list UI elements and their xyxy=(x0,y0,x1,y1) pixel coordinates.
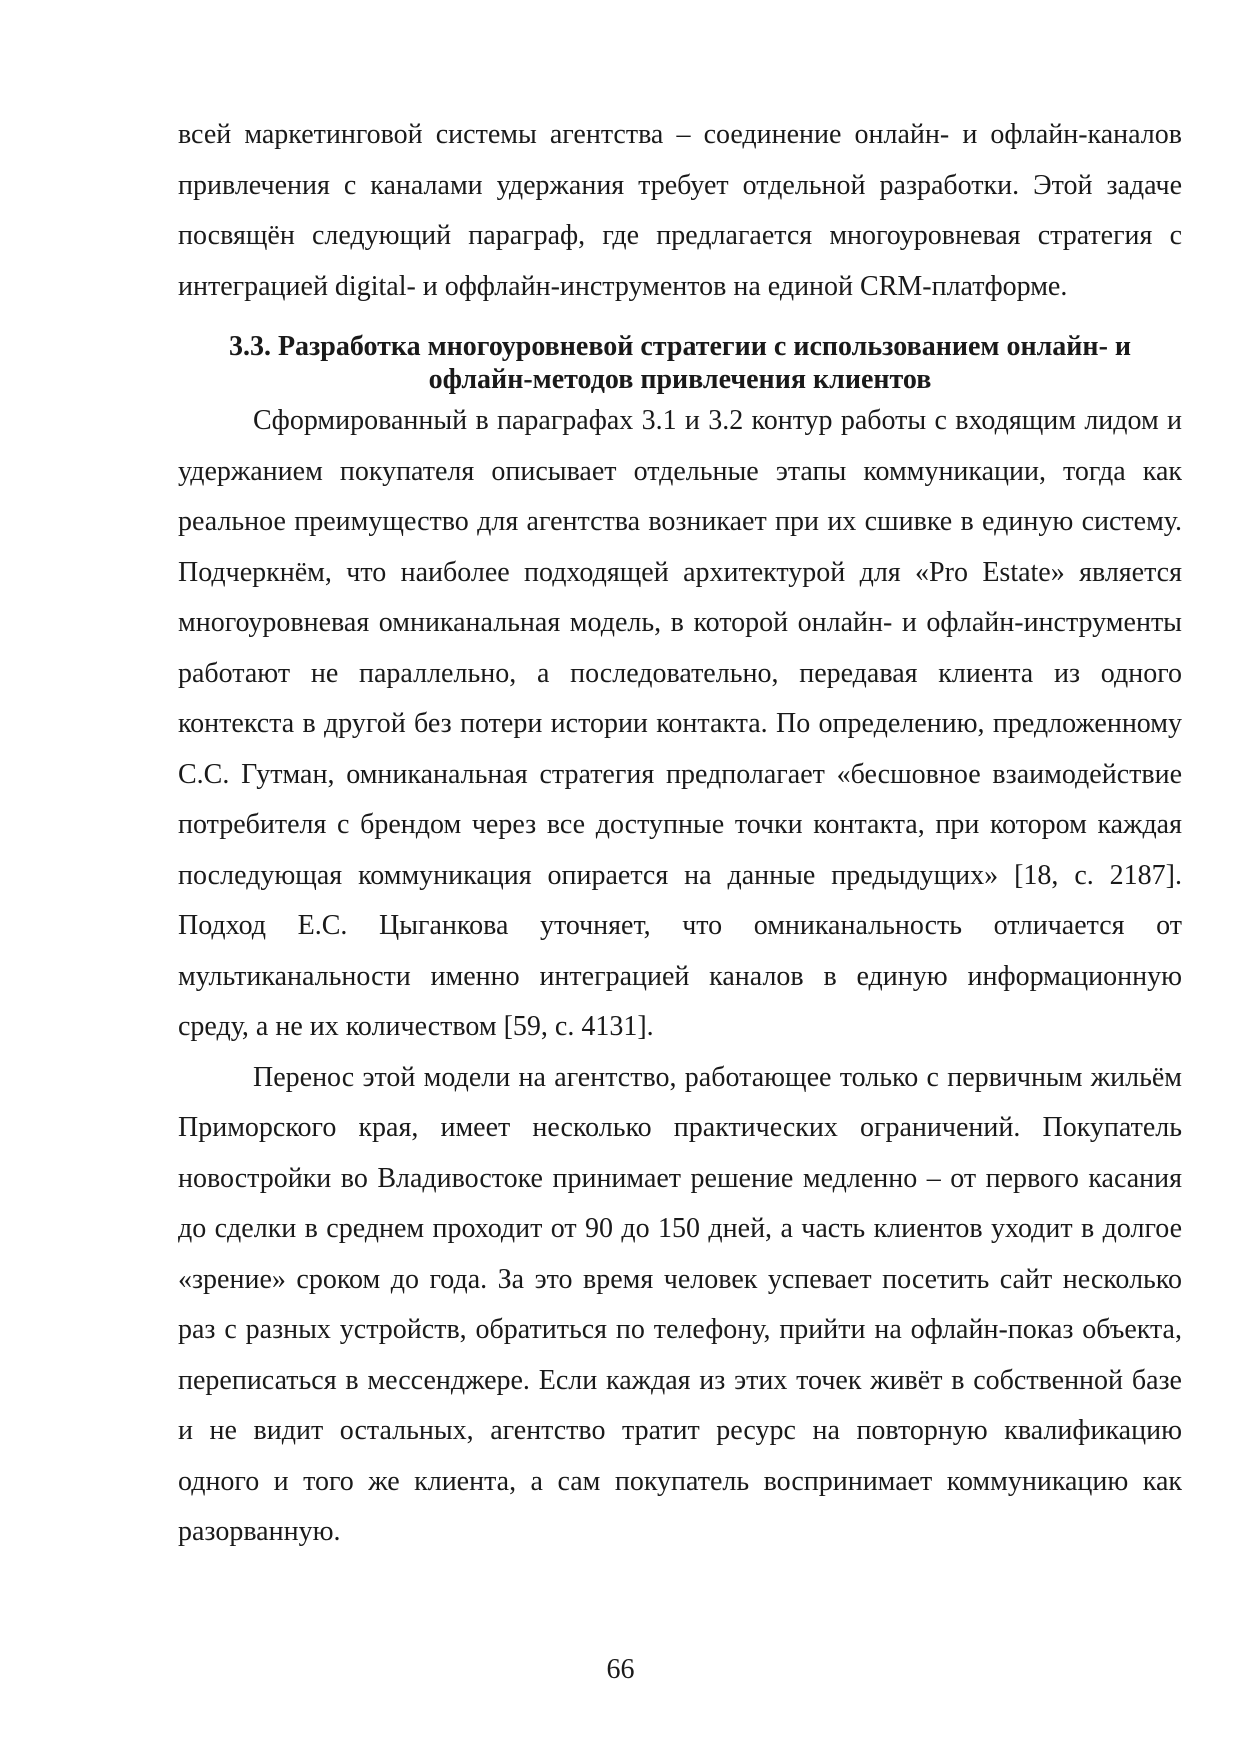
body-paragraph-2: Перенос этой модели на агентство, работающее только с первичным жильём Приморского края, имеет несколько практических ограничений. Покупатель новостройки во Владивостоке принимает решение медленно – от первого касания до сделки в среднем проходит от 90 до 150 дней, а часть клиентов уходит в долгое «зрение» сроком до года. За это время человек успевает посетить сайт несколько раз с разных устройств, обратиться по телефону, прийти на офлайн-показ объекта, переписаться в мессенджере. Если каждая из этих точек живёт в собственной базе и не видит остальных, агентство тратит ресурс на повторную квалификацию одного и того же клиента, а сам покупатель воспринимает коммуникацию как разорванную. xyxy=(178,1061,1182,1547)
section-heading: 3.3. Разработка многоуровневой стратегии с использованием онлайн- и офлайн-методов привлечения клиентов xyxy=(228,331,1132,395)
intro-paragraph: всей маркетинговой системы агентства – соединение онлайн- и офлайн-каналов привлечения с каналами удержания требует отдельной разработки. Этой задаче посвящён следующий параграф, где предлагается многоуровневая стратегия с интеграцией digital- и оффлайн-инструментов на единой CRM-платформе. xyxy=(178,119,1182,302)
page-number: 66 xyxy=(606,1654,635,1685)
body-paragraph-1: Сформированный в параграфах 3.1 и 3.2 контур работы с входящим лидом и удержанием покупателя описывает отдельные этапы коммуникации, тогда как реальное преимущество для агентства возникает при их сшивке в единую систему. Подчеркнём, что наиболее подходящей архитектурой для «Pro Estate» является многоуровневая омниканальная модель, в которой онлайн- и офлайн-инструменты работают не параллельно, а последовательно, передавая клиента из одного контекста в другой без потери истории контакта. По определению, предложенному С.С. Гутман, омниканальная стратегия предполагает «бесшовное взаимодействие потребителя с брендом через все доступные точки контакта, при котором каждая последующая коммуникация опирается на данные предыдущих» [18, с. 2187]. Подход Е.С. Цыганкова уточняет, что омниканальность отличается от мультиканальности именно интеграцией каналов в единую информационную среду, а не их количеством [59, с. 4131]. xyxy=(178,405,1182,1042)
document-page xyxy=(178,110,1182,1558)
